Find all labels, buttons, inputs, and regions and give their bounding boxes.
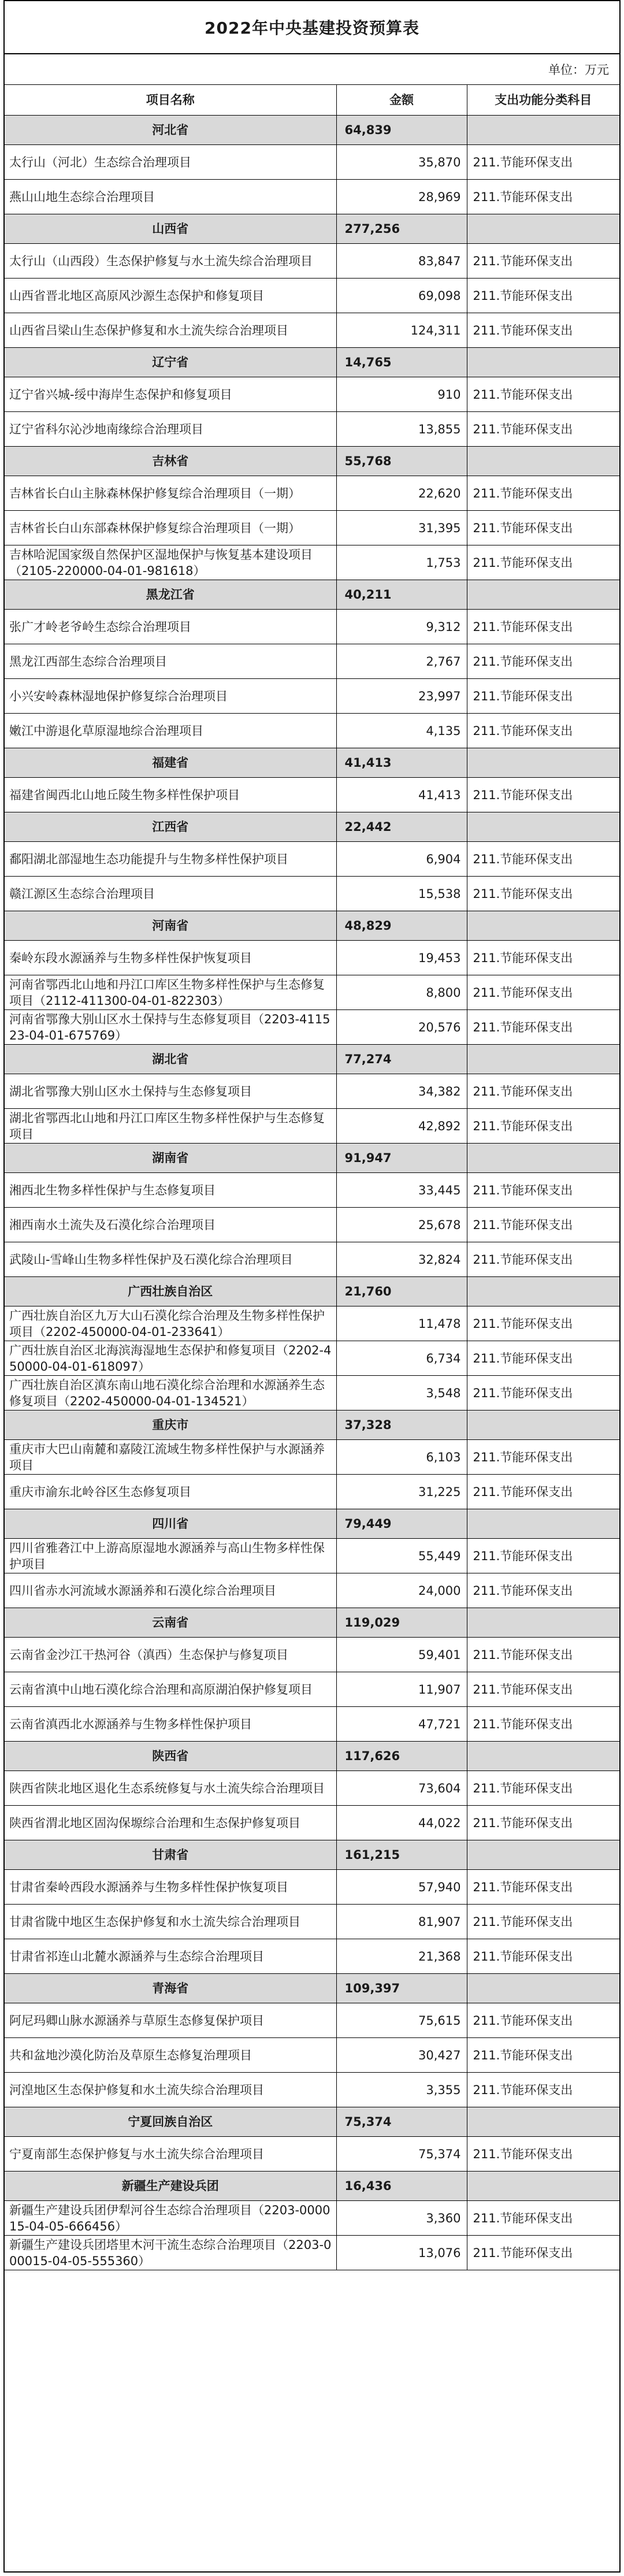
project-amount: 13,076 <box>336 2236 467 2270</box>
project-category: 211.节能环保支出 <box>467 941 619 975</box>
table-row <box>5 1074 619 1109</box>
project-category: 211.节能环保支出 <box>467 1905 619 1939</box>
table-row <box>5 1539 619 1573</box>
table-row <box>5 2137 619 2172</box>
project-category: 211.节能环保支出 <box>467 1707 619 1742</box>
province-name: 河北省 <box>5 116 336 145</box>
project-amount: 55,449 <box>336 1539 467 1573</box>
table-row <box>5 279 619 313</box>
province-category <box>467 1974 619 2003</box>
project-name: 湖北省鄂豫大别山区水土保持与生态修复项目 <box>5 1074 336 1109</box>
project-name: 阿尼玛卿山脉水源涵养与草原生态修复保护项目 <box>5 2003 336 2038</box>
province-category <box>467 1144 619 1173</box>
project-category: 211.节能环保支出 <box>467 412 619 447</box>
table-row <box>5 1905 619 1939</box>
project-name: 云南省滇中山地石漠化综合治理和高原湖泊保护修复项目 <box>5 1672 336 1707</box>
project-name: 湖北省鄂西北山地和丹江口库区生物多样性保护与生态修复项目 <box>5 1109 336 1144</box>
table-row <box>5 1341 619 1376</box>
project-amount: 3,548 <box>336 1376 467 1411</box>
project-amount: 47,721 <box>336 1707 467 1742</box>
project-amount: 15,538 <box>336 877 467 911</box>
province-row <box>5 748 619 778</box>
project-category: 211.节能环保支出 <box>467 313 619 348</box>
project-name: 宁夏南部生态保护修复与水土流失综合治理项目 <box>5 2137 336 2172</box>
table-row <box>5 1173 619 1208</box>
province-category <box>467 2107 619 2137</box>
province-category <box>467 580 619 610</box>
province-category <box>467 1742 619 1771</box>
project-amount: 75,615 <box>336 2003 467 2038</box>
province-amount: 48,829 <box>336 911 467 941</box>
province-amount: 109,397 <box>336 1974 467 2003</box>
project-amount: 59,401 <box>336 1638 467 1672</box>
project-category: 211.节能环保支出 <box>467 2003 619 2038</box>
project-category: 211.节能环保支出 <box>467 2038 619 2073</box>
province-category <box>467 911 619 941</box>
project-category: 211.节能环保支出 <box>467 1939 619 1974</box>
project-amount: 910 <box>336 377 467 412</box>
project-name: 广西壮族自治区九万大山石漠化综合治理及生物多样性保护项目（2202-450000-04-01-233641） <box>5 1306 336 1341</box>
project-amount: 11,478 <box>336 1306 467 1341</box>
project-amount: 31,395 <box>336 511 467 545</box>
budget-table <box>5 85 619 2270</box>
project-name: 四川省赤水河流域水源涵养和石漠化综合治理项目 <box>5 1573 336 1608</box>
province-category <box>467 116 619 145</box>
project-category: 211.节能环保支出 <box>467 1806 619 1840</box>
project-amount: 6,904 <box>336 842 467 877</box>
table-row <box>5 1242 619 1277</box>
header-amount: 金额 <box>336 85 467 116</box>
project-amount: 19,453 <box>336 941 467 975</box>
project-amount: 6,103 <box>336 1440 467 1475</box>
project-category: 211.节能环保支出 <box>467 1573 619 1608</box>
project-name: 嫩江中游退化草原湿地综合治理项目 <box>5 714 336 748</box>
project-amount: 31,225 <box>336 1475 467 1509</box>
table-row <box>5 1109 619 1144</box>
project-amount: 2,767 <box>336 644 467 679</box>
project-category: 211.节能环保支出 <box>467 610 619 644</box>
table-row <box>5 1672 619 1707</box>
project-name: 重庆市大巴山南麓和嘉陵江流域生物多样性保护与水源涵养项目 <box>5 1440 336 1475</box>
project-category: 211.节能环保支出 <box>467 1771 619 1806</box>
table-row <box>5 1376 619 1411</box>
province-name: 广西壮族自治区 <box>5 1277 336 1306</box>
table-row <box>5 679 619 714</box>
project-amount: 75,374 <box>336 2137 467 2172</box>
table-row <box>5 1707 619 1742</box>
budget-table-body <box>5 85 619 2270</box>
table-header-row <box>5 85 619 116</box>
province-amount: 14,765 <box>336 348 467 377</box>
province-name: 河南省 <box>5 911 336 941</box>
project-name: 共和盆地沙漠化防治及草原生态修复治理项目 <box>5 2038 336 2073</box>
project-amount: 42,892 <box>336 1109 467 1144</box>
province-row <box>5 812 619 842</box>
title-row <box>5 1 619 54</box>
project-amount: 41,413 <box>336 778 467 812</box>
province-name: 陕西省 <box>5 1742 336 1771</box>
province-row <box>5 1840 619 1870</box>
project-category: 211.节能环保支出 <box>467 476 619 511</box>
table-row <box>5 1939 619 1974</box>
province-amount: 75,374 <box>336 2107 467 2137</box>
project-name: 甘肃省秦岭西段水源涵养与生物多样性保护恢复项目 <box>5 1870 336 1905</box>
project-name: 鄱阳湖北部湿地生态功能提升与生物多样性保护项目 <box>5 842 336 877</box>
project-name: 云南省金沙江干热河谷（滇西）生态保护与修复项目 <box>5 1638 336 1672</box>
project-amount: 13,855 <box>336 412 467 447</box>
project-name: 山西省晋北地区高原风沙源生态保护和修复项目 <box>5 279 336 313</box>
province-category <box>467 2172 619 2201</box>
province-row <box>5 1045 619 1074</box>
table-row <box>5 2236 619 2270</box>
project-name: 太行山（河北）生态综合治理项目 <box>5 145 336 180</box>
project-name: 福建省闽西北山地丘陵生物多样性保护项目 <box>5 778 336 812</box>
project-amount: 24,000 <box>336 1573 467 1608</box>
province-amount: 91,947 <box>336 1144 467 1173</box>
project-category: 211.节能环保支出 <box>467 1341 619 1376</box>
project-amount: 21,368 <box>336 1939 467 1974</box>
province-amount: 22,442 <box>336 812 467 842</box>
table-row <box>5 610 619 644</box>
province-category <box>467 214 619 244</box>
province-row <box>5 1277 619 1306</box>
project-amount: 34,382 <box>336 1074 467 1109</box>
project-category: 211.节能环保支出 <box>467 244 619 279</box>
project-category: 211.节能环保支出 <box>467 644 619 679</box>
table-row <box>5 145 619 180</box>
table-row <box>5 1870 619 1905</box>
province-name: 云南省 <box>5 1608 336 1638</box>
project-category: 211.节能环保支出 <box>467 1109 619 1144</box>
project-amount: 8,800 <box>336 975 467 1010</box>
province-row <box>5 580 619 610</box>
project-category: 211.节能环保支出 <box>467 1539 619 1573</box>
province-category <box>467 1045 619 1074</box>
unit-row <box>5 54 619 85</box>
province-name: 湖北省 <box>5 1045 336 1074</box>
project-amount: 32,824 <box>336 1242 467 1277</box>
province-amount: 37,328 <box>336 1411 467 1440</box>
project-name: 陕西省陕北地区退化生态系统修复与水土流失综合治理项目 <box>5 1771 336 1806</box>
project-name: 黑龙江西部生态综合治理项目 <box>5 644 336 679</box>
province-row <box>5 1144 619 1173</box>
project-name: 重庆市渝东北岭谷区生态修复项目 <box>5 1475 336 1509</box>
table-row <box>5 842 619 877</box>
table-row <box>5 476 619 511</box>
project-name: 太行山（山西段）生态保护修复与水土流失综合治理项目 <box>5 244 336 279</box>
project-category: 211.节能环保支出 <box>467 1376 619 1411</box>
table-row <box>5 975 619 1010</box>
province-amount: 77,274 <box>336 1045 467 1074</box>
province-amount: 64,839 <box>336 116 467 145</box>
table-row <box>5 1208 619 1242</box>
table-row <box>5 1306 619 1341</box>
province-category <box>467 1840 619 1870</box>
province-row <box>5 1742 619 1771</box>
table-row <box>5 545 619 580</box>
province-amount: 117,626 <box>336 1742 467 1771</box>
project-category: 211.节能环保支出 <box>467 279 619 313</box>
project-name: 湘西南水土流失及石漠化综合治理项目 <box>5 1208 336 1242</box>
project-name: 秦岭东段水源涵养与生物多样性保护恢复项目 <box>5 941 336 975</box>
table-row <box>5 1771 619 1806</box>
province-row <box>5 447 619 476</box>
province-row <box>5 1974 619 2003</box>
project-amount: 81,907 <box>336 1905 467 1939</box>
province-amount: 41,413 <box>336 748 467 778</box>
province-category <box>467 812 619 842</box>
province-name: 重庆市 <box>5 1411 336 1440</box>
project-name: 云南省滇西北水源涵养与生物多样性保护项目 <box>5 1707 336 1742</box>
project-amount: 83,847 <box>336 244 467 279</box>
table-row <box>5 2201 619 2236</box>
table-row <box>5 1573 619 1608</box>
project-amount: 124,311 <box>336 313 467 348</box>
table-row <box>5 313 619 348</box>
table-row <box>5 778 619 812</box>
project-name: 湘西北生物多样性保护与生态修复项目 <box>5 1173 336 1208</box>
project-amount: 28,969 <box>336 180 467 214</box>
province-row <box>5 214 619 244</box>
project-category: 211.节能环保支出 <box>467 1672 619 1707</box>
project-amount: 9,312 <box>336 610 467 644</box>
project-category: 211.节能环保支出 <box>467 1475 619 1509</box>
province-row <box>5 1608 619 1638</box>
province-name: 黑龙江省 <box>5 580 336 610</box>
table-row <box>5 377 619 412</box>
project-category: 211.节能环保支出 <box>467 1074 619 1109</box>
table-row <box>5 412 619 447</box>
province-name: 甘肃省 <box>5 1840 336 1870</box>
project-name: 吉林哈泥国家级自然保护区湿地保护与恢复基本建设项目（2105-220000-04-01-981618） <box>5 545 336 580</box>
project-name: 新疆生产建设兵团伊犁河谷生态综合治理项目（2203-000015-04-05-666456） <box>5 2201 336 2236</box>
project-name: 四川省雅砻江中上游高原湿地水源涵养与高山生物多样性保护项目 <box>5 1539 336 1573</box>
province-row <box>5 1411 619 1440</box>
province-category <box>467 1509 619 1539</box>
province-amount: 161,215 <box>336 1840 467 1870</box>
project-category: 211.节能环保支出 <box>467 2201 619 2236</box>
project-name: 吉林省长白山主脉森林保护修复综合治理项目（一期） <box>5 476 336 511</box>
province-name: 山西省 <box>5 214 336 244</box>
project-category: 211.节能环保支出 <box>467 679 619 714</box>
project-category: 211.节能环保支出 <box>467 1242 619 1277</box>
project-category: 211.节能环保支出 <box>467 1208 619 1242</box>
project-amount: 35,870 <box>336 145 467 180</box>
table-row <box>5 2003 619 2038</box>
project-category: 211.节能环保支出 <box>467 1440 619 1475</box>
province-name: 宁夏回族自治区 <box>5 2107 336 2137</box>
table-row <box>5 877 619 911</box>
province-amount: 79,449 <box>336 1509 467 1539</box>
project-amount: 33,445 <box>336 1173 467 1208</box>
project-category: 211.节能环保支出 <box>467 778 619 812</box>
project-amount: 69,098 <box>336 279 467 313</box>
table-row <box>5 941 619 975</box>
province-category <box>467 348 619 377</box>
project-amount: 25,678 <box>336 1208 467 1242</box>
project-amount: 11,907 <box>336 1672 467 1707</box>
table-row <box>5 511 619 545</box>
province-category <box>467 748 619 778</box>
project-amount: 57,940 <box>336 1870 467 1905</box>
province-amount: 21,760 <box>336 1277 467 1306</box>
project-category: 211.节能环保支出 <box>467 1010 619 1045</box>
project-name: 山西省吕梁山生态保护修复和水土流失综合治理项目 <box>5 313 336 348</box>
project-category: 211.节能环保支出 <box>467 714 619 748</box>
table-row <box>5 1475 619 1509</box>
province-row <box>5 1509 619 1539</box>
project-amount: 44,022 <box>336 1806 467 1840</box>
table-row <box>5 1010 619 1045</box>
province-name: 湖南省 <box>5 1144 336 1173</box>
table-row <box>5 644 619 679</box>
project-amount: 3,355 <box>336 2073 467 2107</box>
project-name: 广西壮族自治区滇东南山地石漠化综合治理和水源涵养生态修复项目（2202-450000-04-01-134521） <box>5 1376 336 1411</box>
project-name: 武陵山-雪峰山生物多样性保护及石漠化综合治理项目 <box>5 1242 336 1277</box>
project-name: 燕山山地生态综合治理项目 <box>5 180 336 214</box>
project-name: 赣江源区生态综合治理项目 <box>5 877 336 911</box>
province-amount: 55,768 <box>336 447 467 476</box>
budget-sheet <box>3 0 621 2573</box>
table-row <box>5 2073 619 2107</box>
province-amount: 40,211 <box>336 580 467 610</box>
province-category <box>467 447 619 476</box>
province-row <box>5 348 619 377</box>
table-row <box>5 2038 619 2073</box>
project-amount: 22,620 <box>336 476 467 511</box>
province-row <box>5 2107 619 2137</box>
project-category: 211.节能环保支出 <box>467 975 619 1010</box>
table-row <box>5 714 619 748</box>
project-category: 211.节能环保支出 <box>467 1173 619 1208</box>
province-category <box>467 1277 619 1306</box>
project-category: 211.节能环保支出 <box>467 180 619 214</box>
province-name: 青海省 <box>5 1974 336 2003</box>
project-name: 广西壮族自治区北海滨海湿地生态保护和修复项目（2202-450000-04-01-618097） <box>5 1341 336 1376</box>
header-project-name: 项目名称 <box>5 85 336 116</box>
project-name: 小兴安岭森林湿地保护修复综合治理项目 <box>5 679 336 714</box>
project-amount: 4,135 <box>336 714 467 748</box>
province-amount: 277,256 <box>336 214 467 244</box>
province-name: 新疆生产建设兵团 <box>5 2172 336 2201</box>
project-category: 211.节能环保支出 <box>467 2236 619 2270</box>
province-name: 辽宁省 <box>5 348 336 377</box>
project-category: 211.节能环保支出 <box>467 877 619 911</box>
project-name: 吉林省长白山东部森林保护修复综合治理项目（一期） <box>5 511 336 545</box>
table-row <box>5 244 619 279</box>
project-name: 河南省鄂豫大别山区水土保持与生态修复项目（2203-411523-04-01-675769） <box>5 1010 336 1045</box>
project-category: 211.节能环保支出 <box>467 1638 619 1672</box>
province-name: 福建省 <box>5 748 336 778</box>
project-category: 211.节能环保支出 <box>467 545 619 580</box>
province-row <box>5 116 619 145</box>
project-name: 新疆生产建设兵团塔里木河干流生态综合治理项目（2203-000015-04-05-555360） <box>5 2236 336 2270</box>
province-row <box>5 2172 619 2201</box>
province-category <box>467 1608 619 1638</box>
project-category: 211.节能环保支出 <box>467 145 619 180</box>
province-name: 四川省 <box>5 1509 336 1539</box>
project-name: 陕西省渭北地区固沟保塬综合治理和生态保护修复项目 <box>5 1806 336 1840</box>
project-amount: 3,360 <box>336 2201 467 2236</box>
project-name: 张广才岭老爷岭生态综合治理项目 <box>5 610 336 644</box>
project-name: 辽宁省兴城-绥中海岸生态保护和修复项目 <box>5 377 336 412</box>
project-category: 211.节能环保支出 <box>467 511 619 545</box>
project-category: 211.节能环保支出 <box>467 1306 619 1341</box>
province-name: 江西省 <box>5 812 336 842</box>
project-name: 甘肃省陇中地区生态保护修复和水土流失综合治理项目 <box>5 1905 336 1939</box>
header-category: 支出功能分类科目 <box>467 85 619 116</box>
project-amount: 73,604 <box>336 1771 467 1806</box>
project-category: 211.节能环保支出 <box>467 2137 619 2172</box>
project-amount: 6,734 <box>336 1341 467 1376</box>
page-title: 2022年中央基建投资预算表 <box>205 18 419 38</box>
project-name: 辽宁省科尔沁沙地南缘综合治理项目 <box>5 412 336 447</box>
table-row <box>5 1806 619 1840</box>
project-category: 211.节能环保支出 <box>467 377 619 412</box>
project-category: 211.节能环保支出 <box>467 842 619 877</box>
table-row <box>5 1440 619 1475</box>
province-row <box>5 911 619 941</box>
province-name: 吉林省 <box>5 447 336 476</box>
project-amount: 20,576 <box>336 1010 467 1045</box>
project-amount: 1,753 <box>336 545 467 580</box>
unit-label: 单位：万元 <box>548 63 609 77</box>
project-amount: 30,427 <box>336 2038 467 2073</box>
province-category <box>467 1411 619 1440</box>
project-category: 211.节能环保支出 <box>467 1870 619 1905</box>
project-category: 211.节能环保支出 <box>467 2073 619 2107</box>
project-name: 河南省鄂西北山地和丹江口库区生物多样性保护与生态修复项目（2112-411300-04-01-822303） <box>5 975 336 1010</box>
project-amount: 23,997 <box>336 679 467 714</box>
province-amount: 16,436 <box>336 2172 467 2201</box>
province-amount: 119,029 <box>336 1608 467 1638</box>
project-name: 甘肃省祁连山北麓水源涵养与生态综合治理项目 <box>5 1939 336 1974</box>
table-row <box>5 1638 619 1672</box>
project-name: 河湟地区生态保护修复和水土流失综合治理项目 <box>5 2073 336 2107</box>
table-row <box>5 180 619 214</box>
